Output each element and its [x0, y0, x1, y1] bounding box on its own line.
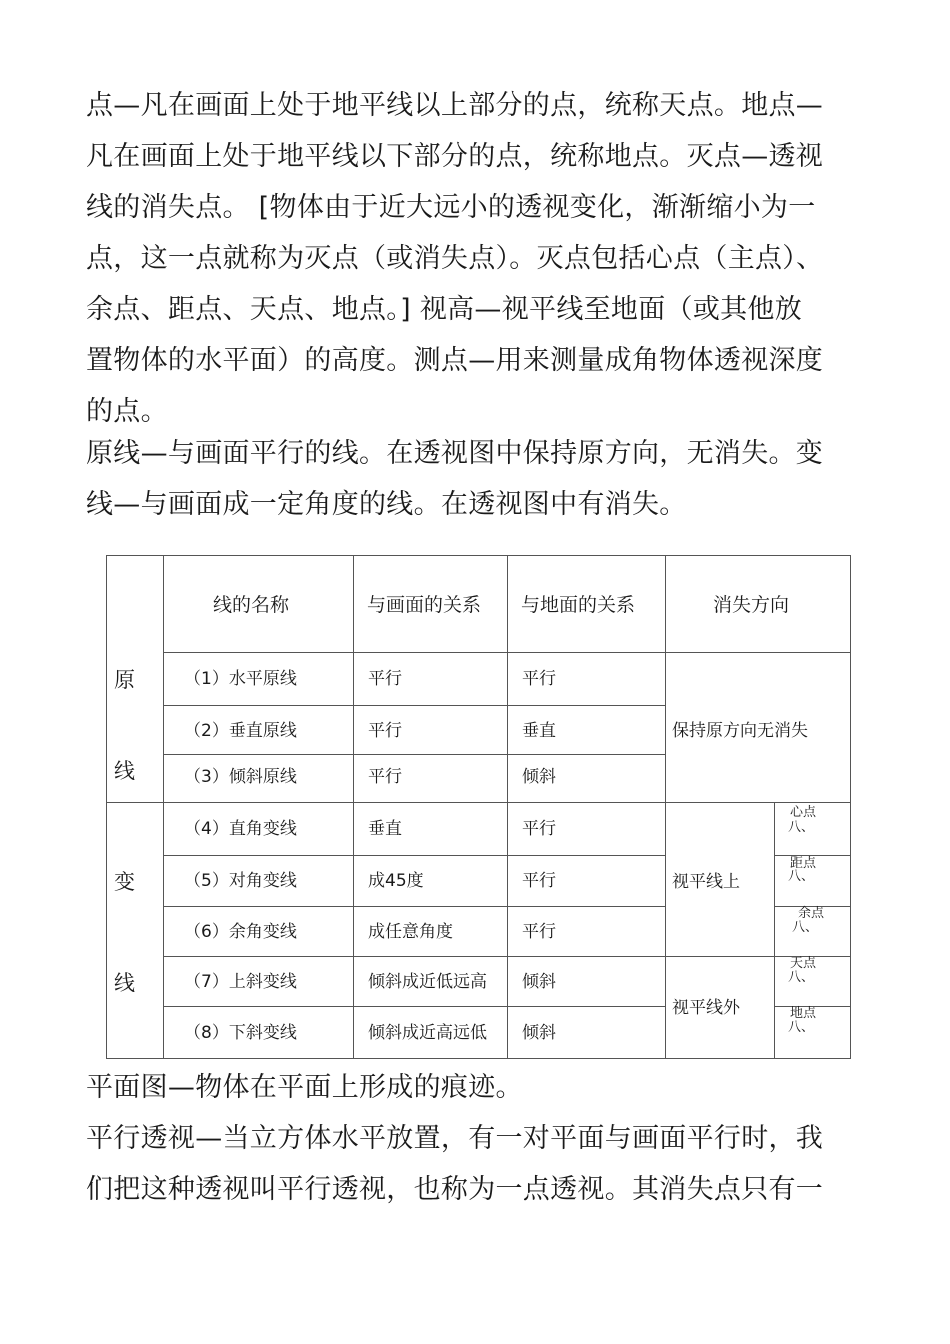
text-line: 余点、距点、天点、地点。] 视高—视平线至地面（或其他放 [86, 294, 803, 325]
row-ground-relation: 平行 [522, 871, 556, 891]
point-label: 天点 [790, 956, 817, 971]
header-ground-relation: 与地面的关系 [521, 594, 636, 616]
point-mark: 八、 [788, 970, 815, 985]
row-name: （6）余角变线 [184, 922, 297, 942]
paragraph-vanishing-points [86, 80, 886, 437]
row-name: （1）水平原线 [184, 669, 297, 689]
row-name: （4）直角变线 [184, 819, 297, 839]
text-line: 平行透视—当立方体水平放置，有一对平面与画面平行时，我 [86, 1123, 824, 1154]
table-rule [106, 555, 851, 556]
row-picture-relation: 平行 [368, 767, 402, 787]
header-vanish-direction: 消失方向 [713, 594, 790, 616]
row-picture-relation: 平行 [368, 721, 402, 741]
row-ground-relation: 倾斜 [522, 1023, 556, 1043]
row-name: （3）倾斜原线 [184, 767, 297, 787]
table-rule [163, 1006, 665, 1007]
table-rule [163, 906, 665, 907]
vanish-off-horizon: 视平线外 [672, 998, 740, 1018]
table-rule [507, 555, 508, 1059]
row-name: （8）下斜变线 [184, 1023, 297, 1043]
table-rule [774, 802, 775, 1059]
paragraph-parallel-perspective [86, 1113, 886, 1215]
row-picture-relation: 垂直 [368, 819, 402, 839]
row-picture-relation: 平行 [368, 669, 402, 689]
row-ground-relation: 垂直 [522, 721, 556, 741]
text-line: 原线—与画面平行的线。在透视图中保持原方向，无消失。变 [86, 438, 824, 469]
table-rule [163, 555, 164, 1059]
point-label: 地点 [790, 1006, 817, 1021]
point-mark: 八、 [788, 869, 815, 884]
point-label: 余点 [798, 906, 825, 921]
row-picture-relation: 倾斜成近低远高 [368, 972, 487, 992]
group-original-line: 线 [114, 759, 135, 783]
table-rule [106, 555, 107, 1059]
text-line: 点，这一点就称为灭点（或消失点）。灭点包括心点（主点）、 [86, 243, 824, 274]
table-rule [163, 855, 665, 856]
text-line: 平面图—物体在平面上形成的痕迹。 [86, 1072, 523, 1103]
row-picture-relation: 成任意角度 [368, 922, 453, 942]
row-ground-relation: 倾斜 [522, 972, 556, 992]
point-mark: 八、 [788, 1020, 815, 1035]
text-line: 线的消失点。 [物体由于近大远小的透视变化，渐渐缩小为一 [86, 192, 816, 223]
table-rule [163, 754, 665, 755]
table-rule [106, 802, 851, 803]
table-rule [665, 555, 666, 1059]
row-ground-relation: 平行 [522, 669, 556, 689]
header-line-name: 线的名称 [213, 594, 290, 616]
point-label: 心点 [790, 805, 817, 820]
vanish-original: 保持原方向无消失 [672, 721, 808, 741]
group-changed-line: 变 [114, 870, 135, 894]
row-name: （5）对角变线 [184, 871, 297, 891]
table-rule [163, 705, 665, 706]
row-ground-relation: 倾斜 [522, 767, 556, 787]
text-line: 线—与画面成一定角度的线。在透视图中有消失。 [86, 489, 687, 520]
text-line: 们把这种透视叫平行透视，也称为一点透视。其消失点只有一 [86, 1174, 824, 1205]
row-ground-relation: 平行 [522, 819, 556, 839]
text-line: 凡在画面上处于地平线以下部分的点，统称地点。灭点—透视 [86, 141, 824, 172]
vanish-on-horizon: 视平线上 [672, 872, 740, 892]
text-line: 点—凡在画面上处于地平线以上部分的点，统称天点。地点— [86, 90, 824, 121]
row-name: （7）上斜变线 [184, 972, 297, 992]
group-original-line: 原 [114, 668, 135, 692]
row-name: （2）垂直原线 [184, 721, 297, 741]
row-picture-relation: 倾斜成近高远低 [368, 1023, 487, 1043]
table-rule [353, 555, 354, 1059]
text-line: 置物体的水平面）的高度。测点—用来测量成角物体透视深度 [86, 345, 824, 376]
text-line: 的点。 [86, 396, 168, 427]
paragraph-original-changed-lines [86, 428, 886, 530]
point-mark: 八、 [792, 920, 819, 935]
point-mark: 八、 [788, 820, 815, 835]
point-label: 距点 [790, 856, 817, 871]
group-changed-line: 线 [114, 971, 135, 995]
table-rule [106, 1058, 851, 1059]
row-picture-relation: 成45度 [368, 871, 424, 891]
header-picture-relation: 与画面的关系 [367, 594, 482, 616]
table-rule [850, 555, 851, 1059]
row-ground-relation: 平行 [522, 922, 556, 942]
paragraph-plan-view [86, 1062, 886, 1113]
line-type-table [106, 555, 851, 1059]
